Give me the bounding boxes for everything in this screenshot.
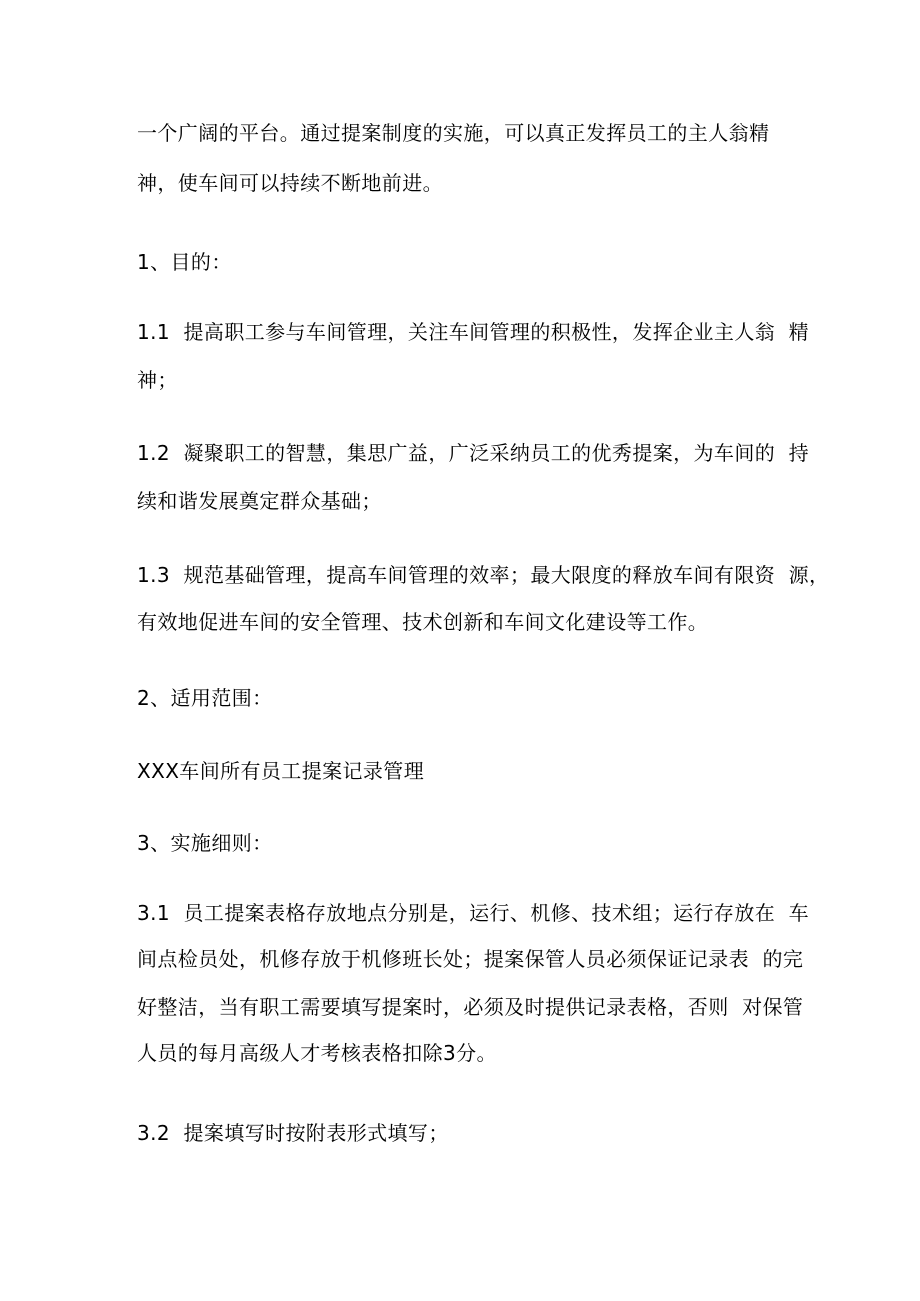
item-1-2-line-2: 续和谐发展奠定群众基础；: [137, 489, 382, 513]
section-heading-scope: 2、适用范围：: [137, 686, 273, 710]
paragraph-intro-line-2: 神，使车间可以持续不断地前进。: [137, 171, 443, 195]
item-1-3-line-1: 1.3 规范基础管理，提高车间管理的效率；最大限度的释放车间有限资 源，: [137, 563, 830, 587]
item-3-1-line-3: 好整洁，当有职工需要填写提案时，必须及时提供记录表格，否则 对保管: [137, 995, 804, 1019]
section-heading-purpose: 1、目的：: [137, 250, 232, 274]
item-3-2-line-1: 3.2 提案填写时按附表形式填写；: [137, 1121, 449, 1145]
item-1-1-line-2: 神；: [137, 368, 178, 392]
item-3-1-line-1: 3.1 员工提案表格存放地点分别是，运行、机修、技术组；运行存放在 车: [137, 901, 810, 925]
item-1-1-line-1: 1.1 提高职工参与车间管理，关注车间管理的积极性，发挥企业主人翁 精: [137, 320, 810, 344]
scope-text: XXX车间所有员工提案记录管理: [137, 759, 425, 783]
item-1-2-line-1: 1.2 凝聚职工的智慧，集思广益，广泛采纳员工的优秀提案，为车间的 持: [137, 441, 810, 465]
item-3-1-line-2: 间点检员处，机修存放于机修班长处；提案保管人员必须保证记录表 的完: [137, 947, 804, 971]
section-heading-rules: 3、实施细则：: [137, 831, 273, 855]
item-1-3-line-2: 有效地促进车间的安全管理、技术创新和车间文化建设等工作。: [137, 610, 709, 634]
paragraph-intro-line-1: 一个广阔的平台。通过提案制度的实施，可以真正发挥员工的主人翁精: [137, 121, 770, 145]
item-3-1-line-4: 人员的每月高级人才考核表格扣除3分。: [137, 1041, 497, 1065]
